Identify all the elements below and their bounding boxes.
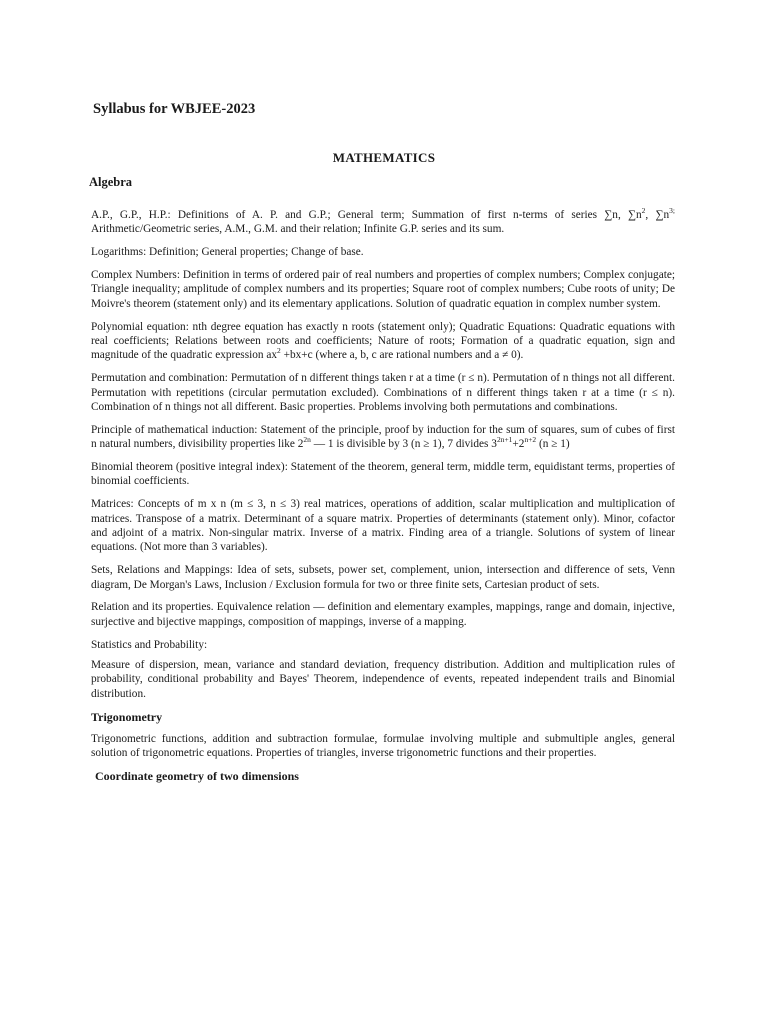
statistics-heading: Statistics and Probability: (91, 638, 208, 651)
syllabus-body (91, 208, 675, 792)
paragraph-complex-numbers: Complex Numbers: Definition in terms of ordered pair of real numbers and properties of complex numbers; Complex conjugate; Triangle inequality; amplitude of complex numbers and its properties; Square root of complex numbers; Cube roots of unity; De Moivre's theorem (statement only) and its elementary applications. Solution of quadratic equation in complex number system. (91, 269, 675, 310)
section-heading-algebra: Algebra (89, 175, 133, 189)
paragraph-permutation: Permutation and combination: Permutation of n different things taken r at a time (r ≤ n). Permutation of n things not all different. Permutation with repetitions (circular permutation excluded). Combinations of n different things taken r at a time (r ≤ n). Combination of n things not all different. Basic properties. Problems involving both permutations and combinations. (91, 372, 675, 414)
paragraph-logarithms: Logarithms: Definition; General properties; Change of base. (91, 246, 364, 259)
paragraph-ap-gp-hp: A.P., G.P., H.P.: Definitions of A. P. and G.P.; General term; Summation of first n-terms of series ∑n, $\sum n^2$, $\sum n^{3;}$ Arithmetic/Geometric series, A.M., G.M. and their relation; Infinite G.P. series and its sum. (91, 206, 675, 236)
paragraph-statistics: Measure of dispersion, mean, variance and standard deviation, frequency distribution. Addition and multiplication rules of probability, conditional probability and Bayes' Theorem, independence of events, repeated independent trails and Binomial distribution. (91, 659, 675, 700)
paragraph-relation: Relation and its properties. Equivalence relation — definition and elementary examples, mappings, range and domain, injective, surjective and bijective mappings, composition of mappings, inverse of a mapping. (91, 601, 675, 628)
paragraph-sets: Sets, Relations and Mappings: Idea of sets, subsets, power set, complement, union, intersection and difference of sets, Venn diagram, De Morgan's Laws, Inclusion / Exclusion formula for two or three finite sets, Cartesian product of sets. (91, 564, 675, 591)
paragraph-trigonometry: Trigonometric functions, addition and subtraction formulae, formulae involving multiple and submultiple angles, general solution of trigonometric equations. Properties of triangles, inverse trigonometric functions and their properties. (91, 733, 675, 760)
paragraph-polynomial: Polynomial equation: nth degree equation has exactly n roots (statement only); Quadratic Equations: Quadratic equations with real coefficients; Relations between roots and coefficients; Nature of roots; Formation of a quadratic equation, sign and magnitude of the quadratic expression $ax^2 +bx+c$ (where a, b, c are rational numbers and a ≠ 0). (91, 320, 675, 362)
section-heading-trigonometry: Trigonometry (91, 709, 163, 724)
paragraph-matrices: Matrices: Concepts of m x n (m ≤ 3, n ≤ 3) real matrices, operations of addition, scalar multiplication and multiplication of matrices. Transpose of a matrix. Determinant of a square matrix. Properties of determinants (statement only). Minor, cofactor and adjoint of a matrix. Non-singular matrix. Inverse of a matrix. Finding area of a triangle. Solutions of system of linear equations. (Not more than 3 variables). (91, 498, 675, 554)
paragraph-binomial: Binomial theorem (positive integral index): Statement of the theorem, general term, middle term, equidistant terms, properties of binomial coefficients. (91, 461, 675, 488)
section-heading-coordinate-geometry: Coordinate geometry of two dimensions (95, 769, 299, 784)
subject-heading: MATHEMATICS (332, 150, 436, 165)
paragraph-induction: Principle of mathematical induction: Statement of the principle, proof by induction for the sum of squares, sum of cubes of first n natural numbers, divisibility properties like $2^{2n}$ — 1 is divisible by 3 (n ≥ 1), 7 divides $3^{2n+1}+2^{n+2}$ (n ≥ 1) (91, 423, 675, 451)
document-title: Syllabus for WBJEE-2023 (93, 101, 256, 117)
